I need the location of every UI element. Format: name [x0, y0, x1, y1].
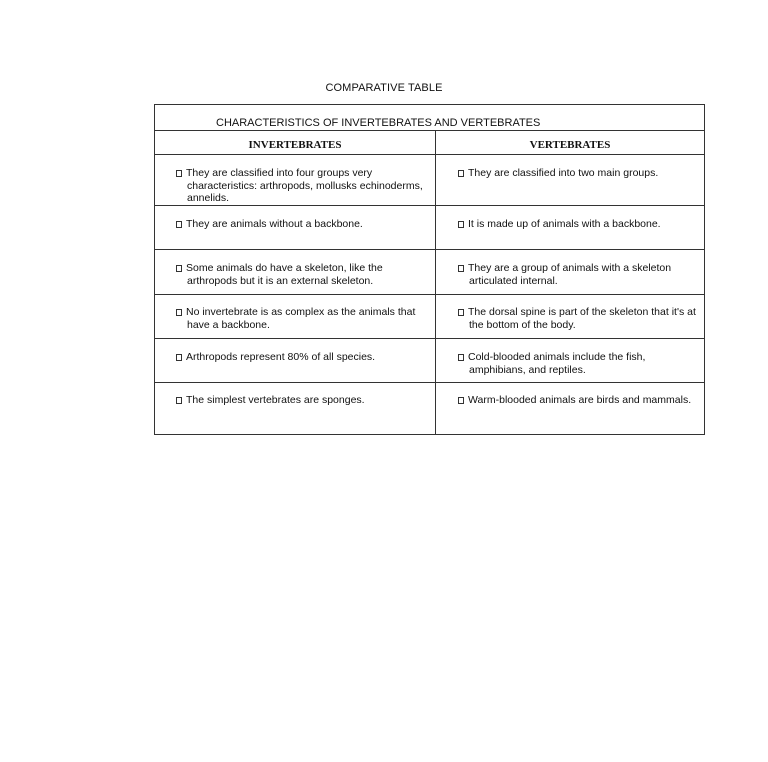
vertebrate-text: They are classified into two main groups. — [468, 167, 659, 179]
list-item — [176, 167, 429, 205]
list-item — [458, 306, 698, 331]
invertebrate-text: Arthropods represent 80% of all species. — [186, 351, 376, 363]
vertebrate-cell — [436, 339, 704, 382]
table-row — [155, 339, 704, 383]
invertebrate-cell — [155, 339, 436, 382]
vertebrate-cell — [436, 155, 704, 205]
invertebrate-cell — [155, 155, 436, 205]
table-caption — [155, 105, 704, 131]
checkbox-icon — [458, 354, 464, 361]
invertebrate-cell — [155, 250, 436, 294]
table-caption-text: CHARACTERISTICS OF INVERTEBRATES AND VERTEBRATES — [216, 117, 541, 129]
invertebrate-cell — [155, 383, 436, 434]
vertebrate-text: Warm-blooded animals are birds and mammals. — [468, 394, 692, 406]
vertebrate-cell — [436, 383, 704, 434]
invertebrate-text: The simplest vertebrates are sponges. — [186, 394, 365, 406]
list-item — [176, 394, 429, 407]
table-row — [155, 295, 704, 339]
table-row — [155, 155, 704, 206]
table-row — [155, 383, 704, 434]
checkbox-icon — [176, 309, 182, 316]
table-header-row — [155, 131, 704, 155]
list-item — [176, 351, 429, 364]
invertebrate-text: They are classified into four groups very characteristics: arthropods, mollusks echinoderms, annelids. — [186, 167, 423, 204]
checkbox-icon — [458, 170, 464, 177]
checkbox-icon — [176, 397, 182, 404]
checkbox-icon — [458, 397, 464, 404]
vertebrate-text: It is made up of animals with a backbone. — [468, 218, 661, 230]
page-title: COMPARATIVE TABLE — [325, 82, 443, 94]
vertebrate-text: Cold-blooded animals include the fish, amphibians, and reptiles. — [468, 351, 646, 376]
invertebrate-text: They are animals without a backbone. — [186, 218, 363, 230]
invertebrate-cell — [155, 295, 436, 338]
table-row — [155, 250, 704, 295]
list-item — [176, 218, 429, 231]
table-row — [155, 206, 704, 250]
list-item — [458, 218, 698, 231]
vertebrate-text: The dorsal spine is part of the skeleton that it's at the bottom of the body. — [468, 306, 696, 331]
invertebrate-text: Some animals do have a skeleton, like the arthropods but it is an external skeleton. — [186, 262, 383, 287]
header-invertebrates: INVERTEBRATES — [155, 131, 436, 154]
vertebrate-cell — [436, 295, 704, 338]
checkbox-icon — [458, 265, 464, 272]
list-item — [458, 394, 698, 407]
checkbox-icon — [458, 221, 464, 228]
list-item — [458, 262, 698, 287]
list-item — [458, 351, 698, 376]
invertebrate-cell — [155, 206, 436, 249]
checkbox-icon — [176, 221, 182, 228]
comparative-table — [154, 104, 705, 435]
checkbox-icon — [176, 354, 182, 361]
list-item — [176, 262, 429, 287]
checkbox-icon — [176, 265, 182, 272]
checkbox-icon — [458, 309, 464, 316]
list-item — [176, 306, 429, 331]
header-vertebrates: VERTEBRATES — [529, 139, 611, 151]
checkbox-icon — [176, 170, 182, 177]
vertebrate-text: They are a group of animals with a skeleton articulated internal. — [468, 262, 672, 287]
vertebrate-cell — [436, 206, 704, 249]
vertebrate-cell — [436, 250, 704, 294]
invertebrate-text: No invertebrate is as complex as the animals that have a backbone. — [186, 306, 416, 331]
list-item — [458, 167, 698, 180]
